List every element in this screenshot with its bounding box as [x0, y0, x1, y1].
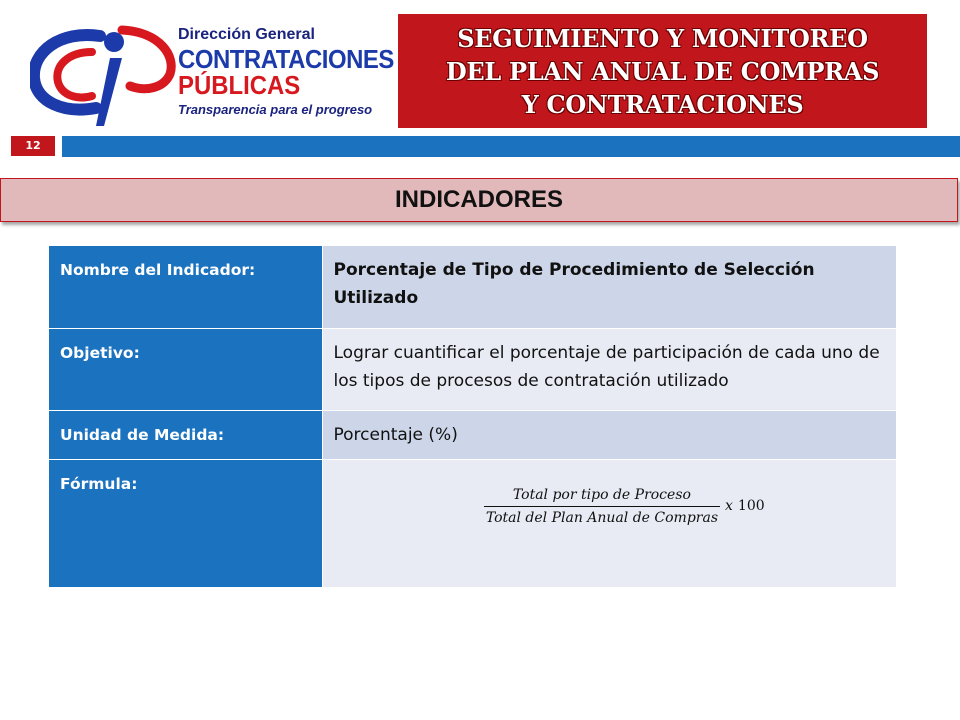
table-row [49, 246, 896, 328]
logo-line-contrataciones: CONTRATACIONES [178, 44, 394, 74]
logo-line-direccion: Dirección General [178, 26, 315, 43]
formula-multiplier: 100 [737, 498, 765, 514]
table-row [49, 410, 896, 459]
section-header: INDICADORES [0, 178, 958, 222]
logo [30, 22, 394, 130]
row-label: Objetivo: [49, 328, 322, 410]
formula-cell [322, 459, 896, 587]
header-divider-bar [62, 136, 960, 157]
slide-title-line-1: SEGUIMIENTO Y MONITOREO [457, 23, 868, 53]
slide-title-line-3: Y CONTRATACIONES [521, 89, 804, 119]
row-label: Nombre del Indicador: [49, 246, 322, 328]
row-label: Unidad de Medida: [49, 410, 322, 459]
row-value: Porcentaje de Tipo de Procedimiento de Selección Utilizado [322, 246, 896, 328]
slide-title-line-2: DEL PLAN ANUAL DE COMPRAS [445, 56, 880, 86]
row-value: Porcentaje (%) [322, 410, 896, 459]
row-label: Fórmula: [49, 459, 322, 587]
formula-fraction [484, 484, 720, 529]
logo-wordmark [178, 26, 413, 117]
logo-line-publicas: PÚBLICAS [178, 70, 301, 100]
row-value: Lograr cuantificar el porcentaje de participación de cada uno de los tipos de procesos de contratación utilizado [322, 328, 896, 410]
slide-title-box [398, 14, 927, 128]
slide-number: 12 [11, 136, 55, 156]
formula-operator: x [725, 498, 733, 514]
formula-numerator: Total por tipo de Proceso [512, 486, 691, 503]
table-row [49, 328, 896, 410]
table-row [49, 459, 896, 587]
formula-denominator: Total del Plan Anual de Compras [484, 506, 720, 529]
logo-tagline: Transparencia para el progreso [178, 102, 373, 117]
dgcp-logo-mark-icon [30, 22, 180, 130]
formula [364, 484, 886, 529]
indicator-table [49, 246, 896, 588]
